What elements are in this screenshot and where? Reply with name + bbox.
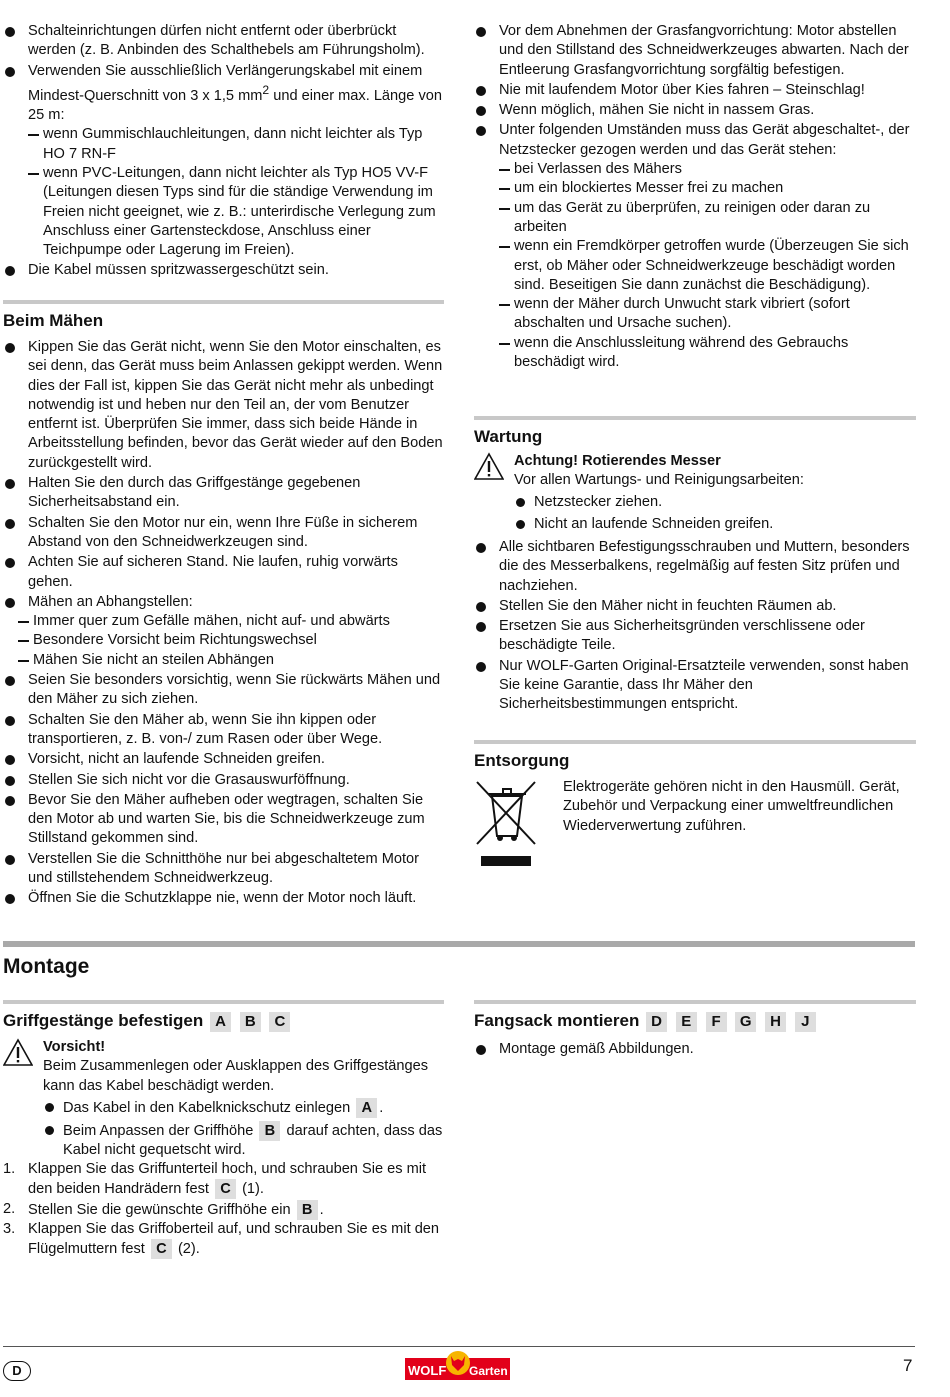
warning-text: Vor allen Wartungs- und Reinigungsarbeiten: bbox=[514, 472, 804, 489]
list-item: Nie mit laufendem Motor über Kies fahren – Steinschlag! bbox=[474, 81, 916, 100]
list-item: Besondere Vorsicht beim Richtungswechsel bbox=[18, 631, 444, 650]
list-item: Unter folgenden Umständen muss das Gerät abgeschaltet-, der Netzstecker gezogen werden und das Gerät stehen: bei Verlassen des Mähers um ein blockiertes Messer frei zu machen um das Gerät zu überprüfen, zu reinigen oder daran zu arbeiten wenn ein Fremdkörper getroffen wurde (Überzeugen Sie sich erst, ob Mäher oder Schneidwerkzeuge beschädigt worden sind. Beseitigen Sie dann zunächst die Beschädigung). wenn der Mäher durch Unwucht stark vibriert (sofort abschalten und Ursache suchen). wenn die Anschlussleitung während des Gebrauchs beschädigt wird. bbox=[474, 121, 916, 372]
section-heading-wartung: Wartung bbox=[474, 416, 916, 457]
list-item: Schalten Sie den Motor nur ein, wenn Ihre Füße in sicherem Abstand von den Schneidwerkzeugen sind. bbox=[3, 514, 444, 553]
warning-title: Vorsicht! bbox=[43, 1039, 106, 1055]
wartung-list bbox=[474, 538, 916, 716]
list-item: Netzstecker ziehen. bbox=[514, 493, 916, 512]
left-column-top bbox=[3, 22, 444, 282]
figure-badge: H bbox=[765, 1012, 786, 1032]
list-item: Bevor Sie den Mäher aufheben oder wegtragen, schalten Sie den Motor ab und warten Sie, bis die Schneidwerkzeuge zum Stillstand gekommen sind. bbox=[3, 791, 444, 849]
list-item: Vor dem Abnehmen der Grasfangvorrichtung: Motor abstellen und den Stillstand des Schneidwerkzeuges abwarten. Nach der Entleerung Grasfangvorrichtung sorgfältig befestigen. bbox=[474, 22, 916, 80]
list-item: Stellen Sie den Mäher nicht in feuchten Räumen ab. bbox=[474, 597, 916, 616]
list-item: wenn ein Fremdkörper getroffen wurde (Überzeugen Sie sich erst, ob Mäher oder Schneidwerkzeuge beschädigt worden sind. Beseitigen Sie dann zunächst die Beschädigung). bbox=[499, 237, 916, 295]
figure-badge: B bbox=[297, 1200, 318, 1220]
list-item: Halten Sie den durch das Griffgestänge gegebenen Sicherheitsabstand ein. bbox=[3, 474, 444, 513]
list-item: Alle sichtbaren Befestigungsschrauben und Muttern, besonders die des Messerbalkens, regelmäßig auf festen Sitz prüfen und nachziehen. bbox=[474, 538, 916, 596]
list-item: Ersetzen Sie aus Sicherheitsgründen verschlissene oder beschädigte Teile. bbox=[474, 617, 916, 656]
fangsack-list bbox=[474, 1040, 916, 1060]
list-item: Mähen an Abhangstellen: Immer quer zum Gefälle mähen, nicht auf- und abwärts Besondere Vorsicht beim Richtungswechsel Mähen Sie nicht an steilen Abhängen bbox=[3, 593, 444, 670]
list-item: Montage gemäß Abbildungen. bbox=[474, 1040, 916, 1059]
list-item: Mähen Sie nicht an steilen Abhängen bbox=[18, 651, 444, 670]
list-item: Achten Sie auf sicheren Stand. Nie laufen, ruhig vorwärts gehen. bbox=[3, 553, 444, 592]
wolf-garten-logo bbox=[405, 1350, 510, 1382]
list-item: Das Kabel in den Kabelknickschutz einlegen A . bbox=[43, 1098, 444, 1118]
warning-title: Achtung! Rotierendes Messer bbox=[514, 453, 721, 469]
section-heading-montage: Montage bbox=[3, 941, 915, 976]
list-item: Beim Anpassen der Griffhöhe B darauf achten, dass das Kabel nicht gequetscht wird. bbox=[43, 1121, 444, 1161]
warning-block-wartung bbox=[474, 452, 916, 537]
warning-triangle-icon bbox=[3, 1038, 33, 1066]
footer-divider bbox=[3, 1346, 915, 1347]
list-item: Nur WOLF-Garten Original-Ersatzteile verwenden, sonst haben Sie keine Garantie, dass Ihr Mäher den Sicherheitsbestimmungen entspricht. bbox=[474, 657, 916, 715]
figure-badge: B bbox=[240, 1012, 261, 1032]
weee-crossed-bin-icon bbox=[475, 778, 537, 870]
figure-badge: C bbox=[269, 1012, 290, 1032]
list-item: Verstellen Sie die Schnitthöhe nur bei abgeschaltetem Motor und stillstehendem Schneidwerkzeug. bbox=[3, 850, 444, 889]
list-item: Schalten Sie den Mäher ab, wenn Sie ihn kippen oder transportieren, z. B. von-/ zum Rasen oder über Wege. bbox=[3, 711, 444, 750]
step-item: 3. Klappen Sie das Griffoberteil auf, und schrauben Sie es mit den Flügelmuttern fest C (2). bbox=[3, 1220, 440, 1258]
step-item: 1. Klappen Sie das Griffunterteil hoch, und schrauben Sie es mit den beiden Handrädern fest C (1). bbox=[3, 1161, 427, 1198]
right-column-top bbox=[474, 22, 916, 373]
warning-text: Beim Zusammenlegen oder Ausklappen des Griffgestänges kann das Kabel beschädigt werden. bbox=[43, 1058, 429, 1094]
griff-steps bbox=[3, 1160, 444, 1259]
figure-badge: G bbox=[735, 1012, 756, 1032]
list-item: um ein blockiertes Messer frei zu machen bbox=[499, 179, 916, 198]
figure-badge: D bbox=[646, 1012, 667, 1032]
beim-maehen-list bbox=[3, 338, 444, 910]
list-item: wenn Gummischlauchleitungen, dann nicht leichter als Typ HO 7 RN-F bbox=[28, 125, 444, 164]
page-number: 7 bbox=[903, 1356, 913, 1375]
list-item: Seien Sie besonders vorsichtig, wenn Sie rückwärts Mähen und den Mäher zu sich ziehen. bbox=[3, 671, 444, 710]
list-item: Immer quer zum Gefälle mähen, nicht auf- und abwärts bbox=[18, 612, 444, 631]
list-item: Vorsicht, nicht an laufende Schneiden greifen. bbox=[3, 750, 444, 769]
list-item: wenn PVC-Leitungen, dann nicht leichter als Typ HO5 VV-F (Leitungen diesen Typs sind für die ständige Verwendung im Freien nicht geeignet, wie z. B.: unterirdische Verlegung zum Anschluss einer Gartensteckdose, Anschluss einer Teichpumpe oder Lagerung im Freien). bbox=[28, 164, 444, 260]
list-item: Stellen Sie sich nicht vor die Grasauswurföffnung. bbox=[3, 771, 444, 790]
logo-text-right: Garten bbox=[469, 1364, 508, 1378]
list-item: um das Gerät zu überprüfen, zu reinigen oder daran zu arbeiten bbox=[499, 199, 916, 238]
list-item: bei Verlassen des Mähers bbox=[499, 160, 916, 179]
list-item: wenn die Anschlussleitung während des Gebrauchs beschädigt wird. bbox=[499, 334, 916, 373]
figure-badge: C bbox=[151, 1239, 172, 1259]
section-heading-entsorgung: Entsorgung bbox=[474, 740, 916, 781]
section-heading-fangsack: Fangsack montieren D E F G H J bbox=[474, 1000, 916, 1041]
section-heading-beim-maehen: Beim Mähen bbox=[3, 300, 444, 341]
step-item: 2. Stellen Sie die gewünschte Griffhöhe ein B . bbox=[3, 1200, 324, 1218]
figure-badge: B bbox=[259, 1121, 280, 1141]
list-item: Kippen Sie das Gerät nicht, wenn Sie den Motor einschalten, es sei denn, das Gerät muss beim Anlassen gekippt werden. Wenn dies der Fall ist, kippen Sie das Gerät nicht mehr als unbedingt notwendig ist und heben nur den Teil an, der vom Benutzer entfernt ist. Überprüfen Sie immer, dass sich beide Hände in Arbeitsstellung befinden, bevor das Gerät wieder auf den Boden zurückgestellt wird. bbox=[3, 338, 444, 473]
section-heading-griffgestaenge: Griffgestänge befestigen A B C bbox=[3, 1000, 444, 1041]
warning-triangle-icon bbox=[474, 452, 504, 480]
list-item: Nicht an laufende Schneiden greifen. bbox=[514, 515, 916, 534]
list-item: wenn der Mäher durch Unwucht stark vibriert (sofort abschalten und Ursache suchen). bbox=[499, 295, 916, 334]
figure-badge: A bbox=[356, 1098, 377, 1118]
figure-badge: F bbox=[706, 1012, 727, 1032]
list-item: Die Kabel müssen spritzwassergeschützt sein. bbox=[3, 261, 444, 280]
list-item bbox=[3, 62, 444, 261]
list-item: Öffnen Sie die Schutzklappe nie, wenn der Motor noch läuft. bbox=[3, 889, 444, 908]
figure-badge: E bbox=[676, 1012, 697, 1032]
figure-badge: A bbox=[210, 1012, 231, 1032]
warning-block-griff bbox=[3, 1038, 444, 1164]
language-badge: D bbox=[3, 1361, 31, 1381]
figure-badge: C bbox=[215, 1179, 236, 1199]
entsorgung-text: Elektrogeräte gehören nicht in den Hausmüll. Gerät, Zubehör und Verpackung einer umweltfreundlichen Wiederverwertung zuführen. bbox=[563, 779, 900, 834]
list-item: Wenn möglich, mähen Sie nicht in nassem Gras. bbox=[474, 101, 916, 120]
logo-text-left: WOLF bbox=[408, 1363, 447, 1378]
list-item: Schalteinrichtungen dürfen nicht entfernt oder überbrückt werden (z. B. Anbinden des Schalthebels am Führungsholm). bbox=[3, 22, 444, 61]
figure-badge: J bbox=[795, 1012, 816, 1032]
cable-text-a: Verwenden Sie ausschließlich Verlängerungskabel mit einem Mindest-Querschnitt von 3 x 1,5 $mm^2$ und einer max. Länge von 25 m: bbox=[28, 62, 442, 124]
